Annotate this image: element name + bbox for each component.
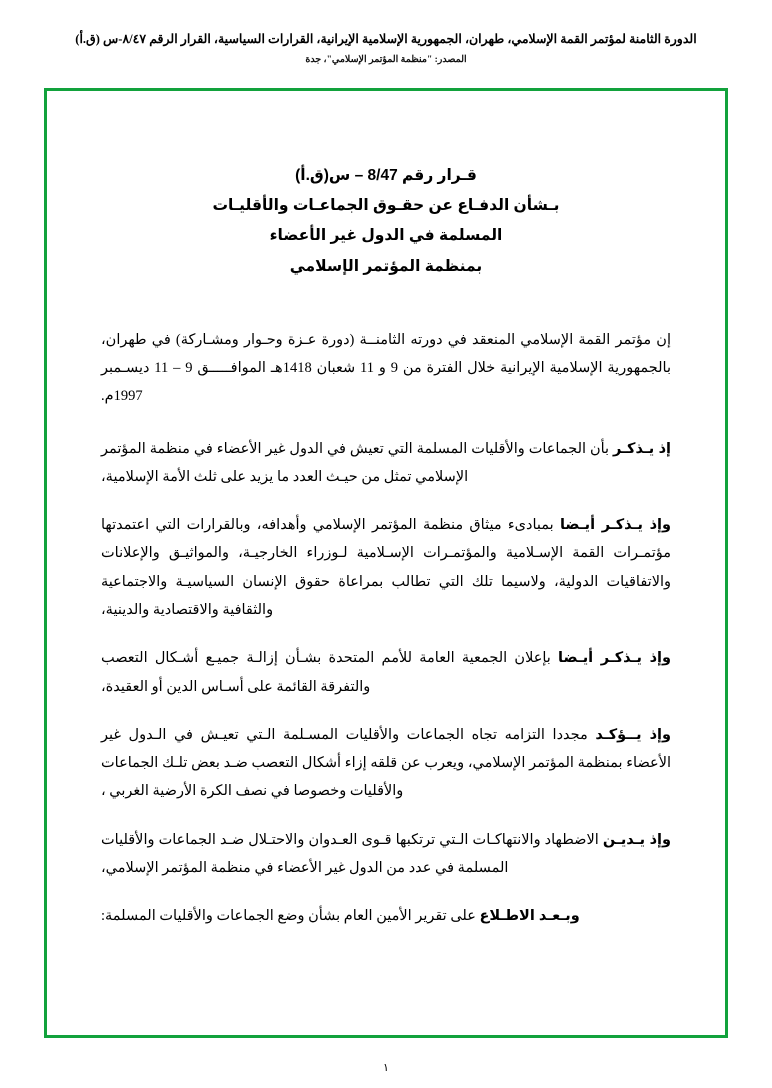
header-citation-line: الدورة الثامنة لمؤتمر القمة الإسلامي، طهران، الجمهورية الإسلامية الإيرانية، القرارات السياسية، القرار الرقم ٨/٤٧-س (ق.أ) [75,32,697,46]
document-title-block [101,161,671,282]
paragraph-text: بأن الجماعات والأقليات المسلمة التي تعيش في الدول غير الأعضاء في منظمة المؤتمر الإسلامي تمثل من حيـث العدد ما يزيد على ثلث الأمة الإسلامية، [101,440,610,485]
page-number: ١ [383,1062,389,1074]
paragraph-lead: وإذ يـذكـر أيـضا [559,517,672,534]
paragraph-text: على تقرير الأمين العام بشأن وضع الجماعات والأقليات المسلمة: [101,908,476,925]
paragraph-lead: وإذ يــؤكـد [595,726,672,743]
document-body [47,91,725,1035]
title-subline-2: المسلمة في الدول غير الأعضاء [269,227,503,245]
paragraph-lead: وإذ يـديـن [602,831,672,848]
document-header [0,30,772,65]
paragraph-preamble [101,326,671,411]
paragraph-text: بمبادىء ميثاق منظمة المؤتمر الإسلامي وأهدافه، وبالقرارات التي اعتمدتها مؤتمـرات القمة الإسـلامية والمؤتمـرات الإسـلامية لـوزراء الخارجيـة، والمواثيـق والإعلانات والاتفاقيات الدولية، ولاسيما تلك التي تطالب بمراعاة حقوق الإنسان السياسيـة والاجتماعية والثقافية والاقتصادية والدينية، [101,517,671,618]
paragraph-text: الاضطهاد والانتهاكـات الـتي ترتكبها قـوى العـدوان والاحتـلال ضـد الجماعات والأقليات المسلمة في عدد من الدول غير الأعضاء في منظمة المؤتمر الإسلامي، [101,831,599,876]
title-subline-3: بمنظمة المؤتمر الإسلامي [289,257,483,275]
paragraph-lead: وبـعـد الاطـلاع [479,908,580,925]
paragraph-recalling-2 [101,511,671,624]
page-title: قـرار رقم 8/47 – س(ق.أ) [295,167,477,184]
paragraph-lead: إذ يـذكـر [613,440,671,457]
paragraph-lead: وإذ يـذكـر أيـضا [558,650,671,667]
header-source-line: المصدر: "منظمة المؤتمر الإسلامي"، جدة [305,54,467,65]
paragraph-recalling-1 [101,435,671,492]
paragraph-text: مجددا التزامه تجاه الجماعات والأقليات المسـلمة الـتي تعيـش في الـدول غير الأعضاء بمنظمة المؤتمر الإسلامي، ويعرب عن قلقه إزاء أشكال التعصب ضـد بعض تلـك الجماعات والأقليات وخصوصا في نصف الكرة الأرضية الغربي ، [101,726,671,800]
green-page-frame [44,88,728,1038]
paragraph-having-considered [101,902,671,930]
paragraph-text: إن مؤتمر القمة الإسلامي المنعقد في دورته الثامنــة (دورة عـزة وحـوار ومشـاركة) في طهران، بالجمهورية الإسلامية الإيرانية خلال الفترة من 9 و 11 شعبان 1418هـ الموافـــــق 9 – 11 ديسـمبر 1997م. [101,331,672,405]
paragraph-reaffirming [101,721,671,806]
paragraph-text: بإعلان الجمعية العامة للأمم المتحدة بشـأن إزالـة جميـع أشـكال التعصب والتفرقة القائمة على أسـاس الدين أو العقيدة، [101,650,551,695]
title-subline-1: بـشأن الدفـاع عن حقـوق الجماعـات والأقليـات [212,197,560,215]
paragraph-recalling-3 [101,644,671,701]
paragraph-condemning [101,826,671,883]
